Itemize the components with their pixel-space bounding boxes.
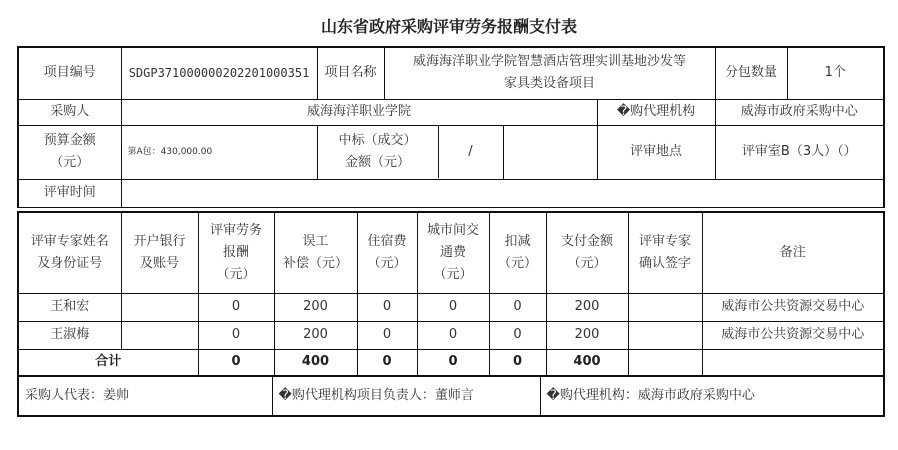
note: 威海市公共资源交易中心 bbox=[702, 321, 884, 349]
total-signature bbox=[628, 349, 702, 375]
award-label bbox=[317, 125, 503, 179]
review-fee: 0 bbox=[198, 321, 274, 349]
expert-name: 王淑梅 bbox=[18, 321, 121, 349]
budget-label-line1: 预算金额 bbox=[43, 133, 96, 148]
deduction: 0 bbox=[489, 293, 546, 321]
project-no-value: SDGP371000000202201000351 bbox=[121, 47, 317, 99]
project-no-label: 项目编号 bbox=[18, 47, 121, 99]
total-label: 合计 bbox=[18, 349, 198, 375]
column-header bbox=[198, 212, 274, 293]
place-value: 评审室B（3人）（） bbox=[715, 125, 884, 179]
column-header-line: 评审专家 bbox=[638, 233, 691, 249]
column-header bbox=[357, 212, 417, 293]
total-compensation: 400 bbox=[274, 349, 357, 375]
lodging: 0 bbox=[357, 293, 417, 321]
page-title: 山东省政府采购评审劳务报酬支付表 bbox=[320, 17, 577, 36]
bank-account bbox=[121, 321, 198, 349]
bank-account bbox=[121, 293, 198, 321]
total-deduction: 0 bbox=[489, 349, 546, 375]
purchaser-label: 采购人 bbox=[18, 99, 121, 125]
payment: 200 bbox=[546, 321, 628, 349]
lodging: 0 bbox=[357, 321, 417, 349]
lot-count-value: 1个 bbox=[787, 47, 884, 99]
column-header-line: （元） bbox=[216, 266, 256, 282]
total-lodging: 0 bbox=[357, 349, 417, 375]
lot-count-label: 分包数量 bbox=[715, 47, 787, 99]
column-header bbox=[274, 212, 357, 293]
column-header-line: 备注 bbox=[779, 244, 806, 260]
time-value bbox=[121, 179, 884, 207]
column-header bbox=[18, 212, 121, 293]
total-payment: 400 bbox=[546, 349, 628, 375]
column-header bbox=[628, 212, 702, 293]
payment-header-row bbox=[18, 212, 884, 293]
signature bbox=[628, 321, 702, 349]
column-header-line: 住宿费 bbox=[367, 233, 407, 249]
deduction: 0 bbox=[489, 321, 546, 349]
total-note bbox=[702, 349, 884, 375]
project-name-line1: 威海海洋职业学院智慧酒店管理实训基地沙发等 bbox=[413, 54, 687, 70]
column-header-line: 城市间交 bbox=[426, 222, 479, 238]
column-header-line: （元） bbox=[367, 255, 407, 271]
payment: 200 bbox=[546, 293, 628, 321]
column-header-line: 开户银行 bbox=[133, 233, 186, 249]
table-row bbox=[18, 321, 884, 349]
compensation: 200 bbox=[274, 293, 357, 321]
agency-value: 威海市政府采购中心 bbox=[715, 99, 884, 125]
payment-table bbox=[17, 211, 885, 376]
place-label: 评审地点 bbox=[597, 125, 715, 179]
award-label-line1: 中标（成交） bbox=[338, 133, 417, 148]
column-header-line: 补偿（元） bbox=[282, 255, 348, 271]
award-spacer bbox=[503, 125, 597, 179]
column-header-line: 及账号 bbox=[139, 255, 179, 271]
column-header-line: 确认签字 bbox=[638, 255, 691, 271]
column-header bbox=[546, 212, 628, 293]
column-header-line: 评审专家姓名 bbox=[30, 233, 109, 249]
column-header-line: 通费 bbox=[439, 244, 466, 260]
project-info-table bbox=[17, 46, 885, 208]
purchaser-representative: 采购人代表：姜帅 bbox=[18, 376, 272, 416]
purchaser-value: 威海海洋职业学院 bbox=[121, 99, 597, 125]
column-header-line: （元） bbox=[497, 255, 537, 271]
agency-project-lead: �购代理机构项目负责人：董师言 bbox=[272, 376, 540, 416]
column-header bbox=[489, 212, 546, 293]
column-header-line: （元） bbox=[567, 255, 607, 271]
agency-signature: �购代理机构：威海市政府采购中心 bbox=[540, 376, 884, 416]
agency-label: �购代理机构 bbox=[597, 99, 715, 125]
budget-label bbox=[18, 125, 121, 179]
project-name-line2: 家具类设备项目 bbox=[504, 76, 596, 92]
travel: 0 bbox=[417, 293, 489, 321]
column-header-line: （元） bbox=[433, 266, 473, 282]
expert-name: 王和宏 bbox=[18, 293, 121, 321]
column-header-line: 扣减 bbox=[504, 233, 531, 249]
total-row bbox=[18, 349, 884, 375]
project-name-label: 项目名称 bbox=[317, 47, 384, 99]
travel: 0 bbox=[417, 321, 489, 349]
project-name-value bbox=[384, 47, 715, 99]
table-row bbox=[18, 293, 884, 321]
review-fee: 0 bbox=[198, 293, 274, 321]
compensation: 200 bbox=[274, 321, 357, 349]
column-header bbox=[121, 212, 198, 293]
signature-table bbox=[17, 375, 885, 417]
column-header bbox=[417, 212, 489, 293]
budget-label-line2: （元） bbox=[50, 155, 90, 170]
total-fee: 0 bbox=[198, 349, 274, 375]
column-header-line: 评审劳务 bbox=[209, 222, 262, 238]
column-header-line: 报酬 bbox=[222, 244, 249, 260]
note: 威海市公共资源交易中心 bbox=[702, 293, 884, 321]
column-header bbox=[702, 212, 884, 293]
column-header-line: 及身份证号 bbox=[37, 255, 103, 271]
award-value: / bbox=[468, 144, 473, 159]
signature bbox=[628, 293, 702, 321]
award-label-line2: 金额（元） bbox=[344, 155, 410, 170]
column-header-line: 支付金额 bbox=[560, 233, 613, 249]
total-travel: 0 bbox=[417, 349, 489, 375]
budget-value: 第A包：430,000.00 bbox=[121, 125, 317, 179]
time-label: 评审时间 bbox=[18, 179, 121, 207]
column-header-line: 误工 bbox=[302, 233, 329, 249]
